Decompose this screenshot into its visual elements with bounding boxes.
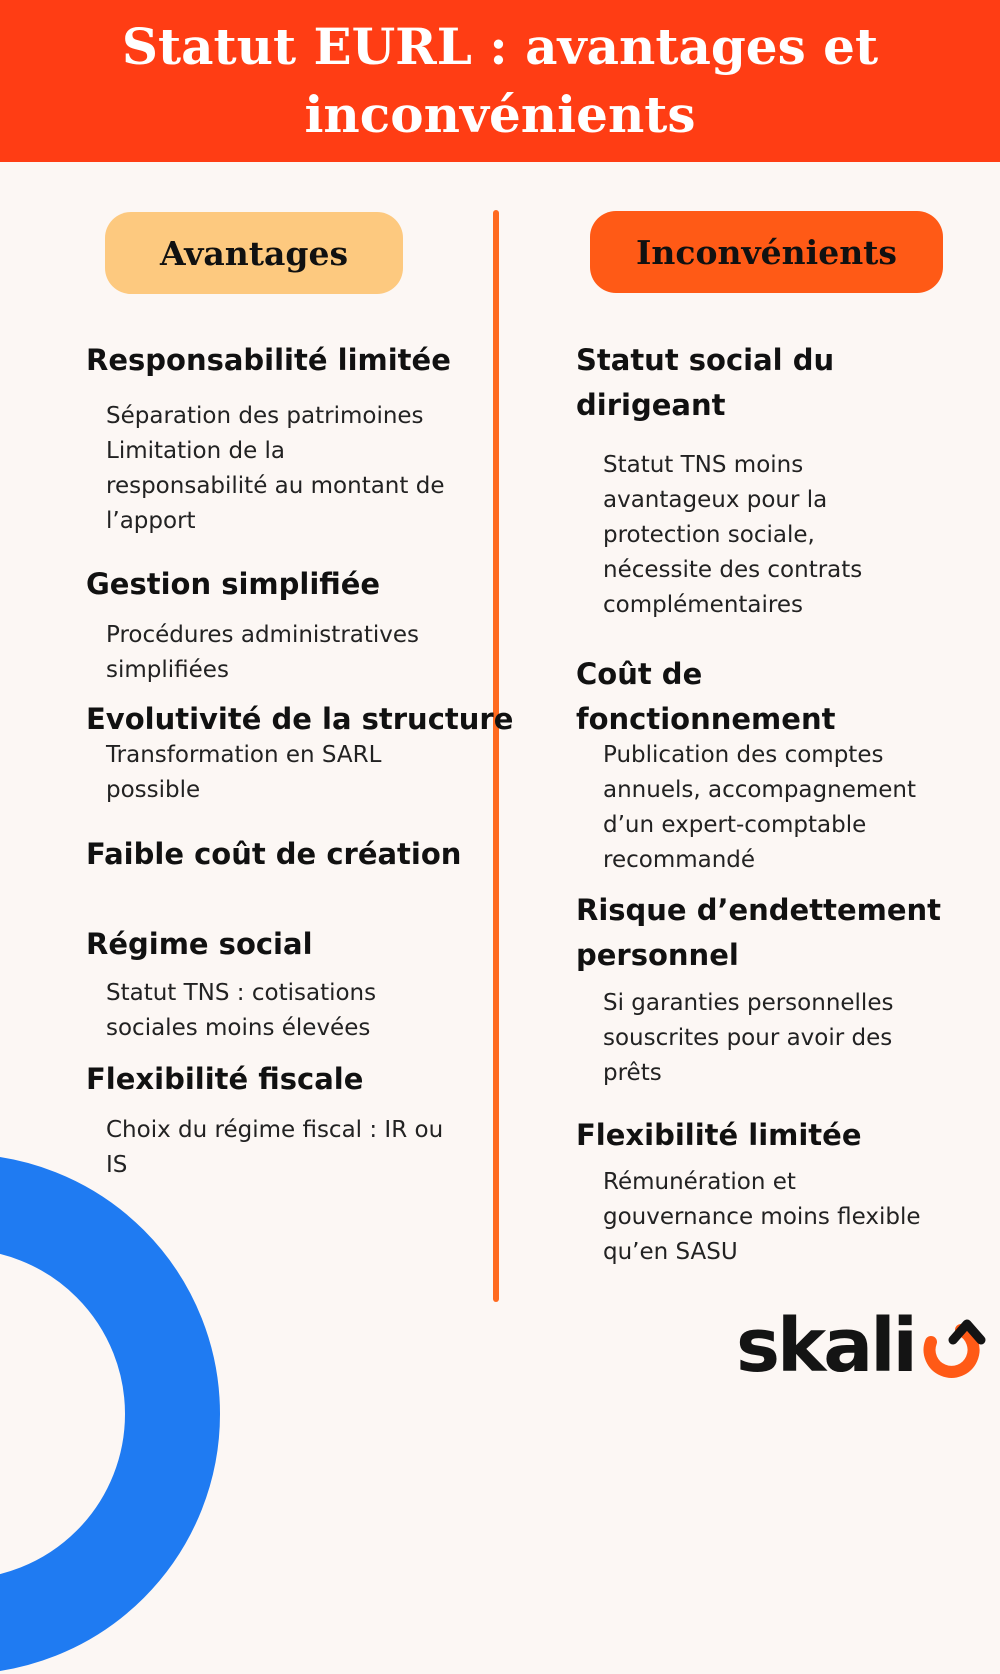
disadvantage-item	[576, 652, 976, 878]
advantage-text: Choix du régime fiscal : IR ou IS	[106, 1117, 444, 1178]
advantage-text: Transformation en SARL possible	[106, 742, 382, 803]
advantage-title: Responsabilité limitée	[86, 343, 451, 377]
disadvantage-text: Statut TNS moins avantageux pour la protection sociale, nécessite des contrats complémentaires	[603, 452, 863, 618]
disadvantage-item	[576, 888, 976, 1091]
page-title: Statut EURL : avantages et inconvénients	[121, 17, 879, 144]
advantage-title: Flexibilité fiscale	[86, 1062, 364, 1096]
disadvantage-item	[576, 338, 976, 623]
advantage-item	[86, 922, 496, 1046]
disadvantage-title: Coût de fonctionnement	[576, 657, 836, 736]
logo-text: skali	[736, 1303, 915, 1389]
advantage-text: Séparation des patrimoines Limitation de la responsabilité au montant de l’apport	[106, 403, 445, 534]
disadvantage-item	[576, 1113, 976, 1270]
logo-circle-arrow-icon	[917, 1318, 987, 1380]
advantage-title: Régime social	[86, 927, 313, 961]
disadvantage-title: Statut social du dirigeant	[576, 343, 835, 422]
advantage-title: Gestion simplifiée	[86, 567, 381, 601]
advantage-item	[86, 832, 496, 877]
advantage-item	[86, 562, 496, 688]
disadvantages-heading: Inconvénients	[590, 211, 943, 293]
advantages-heading: Avantages	[105, 212, 403, 294]
advantage-title: Faible coût de création	[86, 837, 462, 871]
disadvantage-text: Si garanties personnelles souscrites pour avoir des prêts	[603, 990, 894, 1086]
skalio-logo	[736, 1303, 987, 1389]
page-header	[0, 0, 1000, 162]
advantage-item	[86, 338, 496, 539]
advantage-item	[86, 1057, 496, 1183]
disadvantage-title: Risque d’endettement personnel	[576, 893, 942, 972]
disadvantage-title: Flexibilité limitée	[576, 1118, 862, 1152]
disadvantage-text: Publication des comptes annuels, accompagnement d’un expert-comptable recommandé	[603, 742, 917, 873]
advantage-title: Evolutivité de la structure	[86, 702, 514, 736]
advantage-text: Procédures administratives simplifiées	[106, 622, 420, 683]
decorative-arc	[0, 1154, 220, 1674]
disadvantage-text: Rémunération et gouvernance moins flexible qu’en SASU	[603, 1169, 921, 1265]
advantage-text: Statut TNS : cotisations sociales moins élevées	[106, 980, 377, 1041]
advantage-item	[86, 697, 514, 808]
